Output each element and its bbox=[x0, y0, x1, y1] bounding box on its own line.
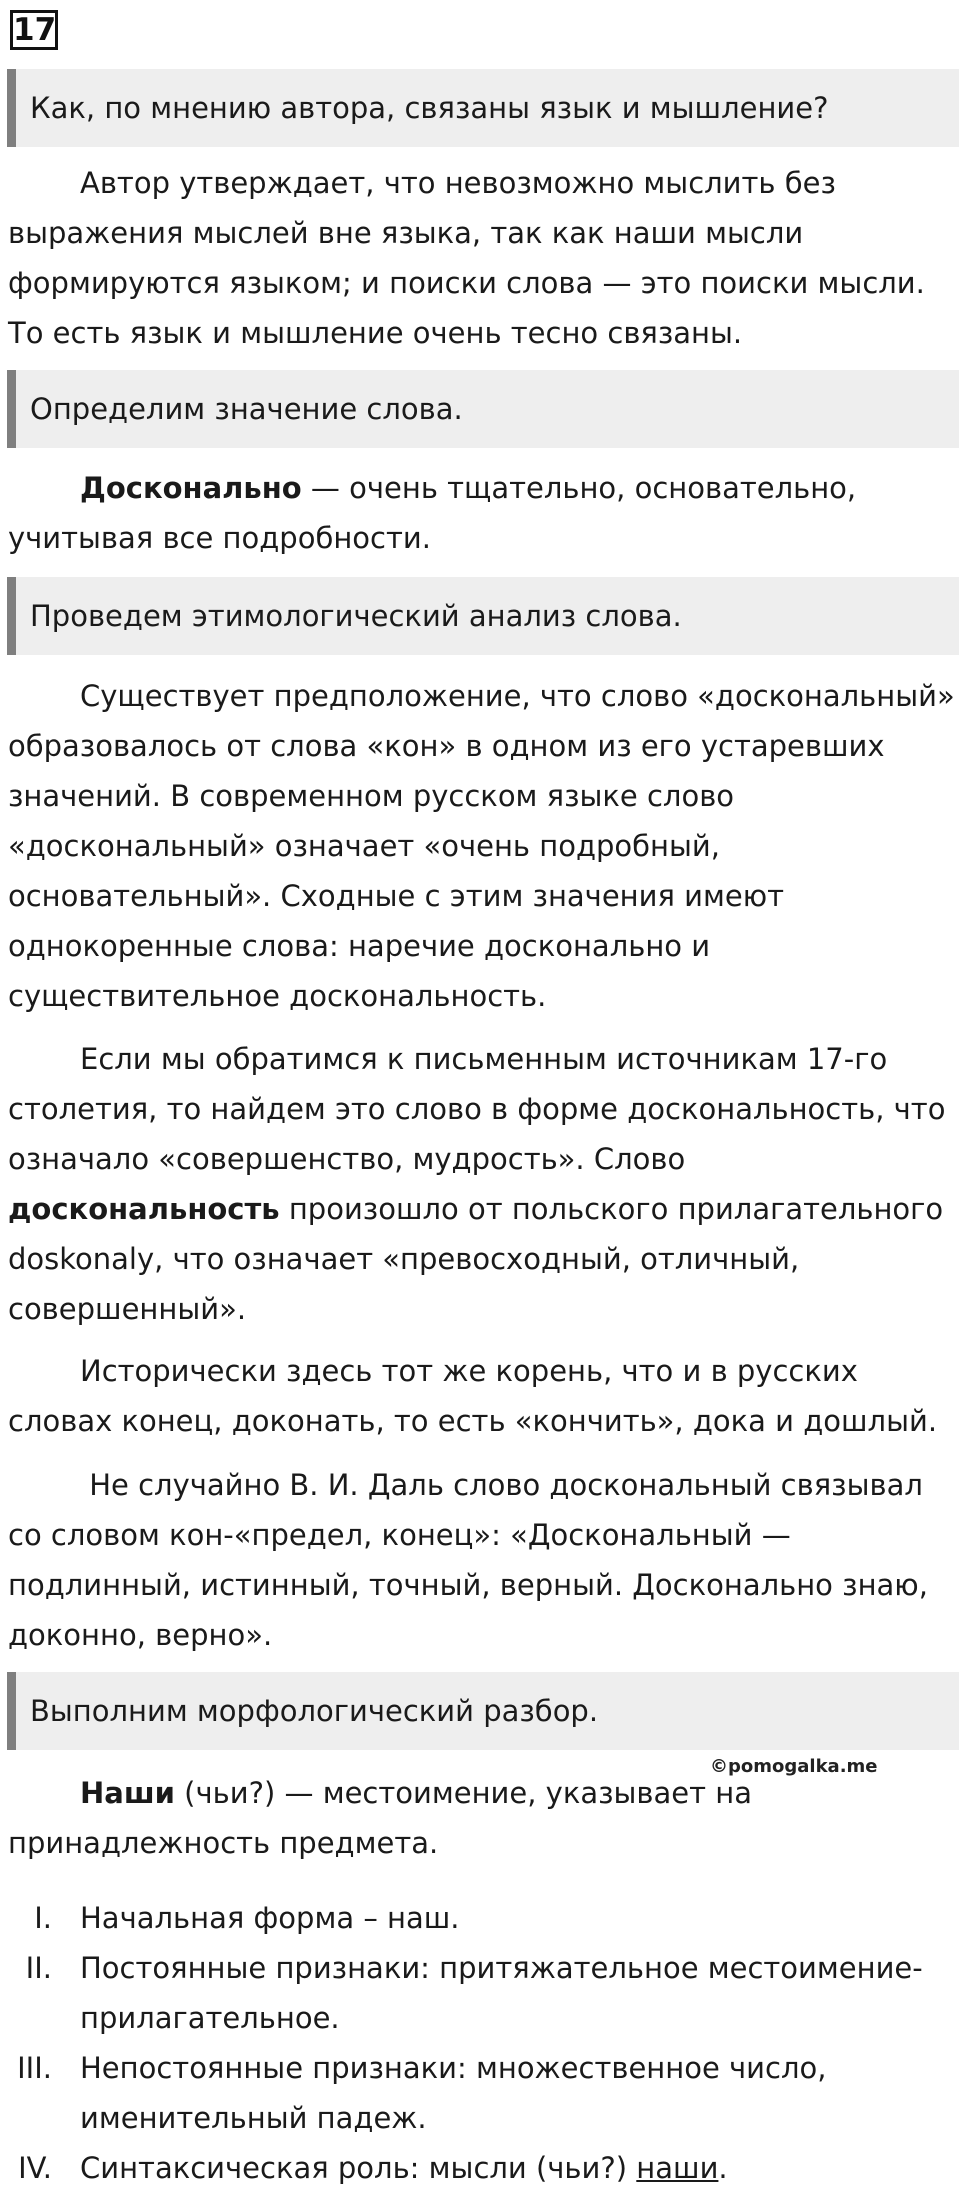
etymology-paragraph-4 bbox=[8, 1460, 958, 1660]
etymology-text-1: Существует предположение, что слово «доскональный» образовалось от слова «кон» в одном из его устаревших значений. В современном русском языке слово «доскональный» означает «очень подробный, основательный». Сходные с этим значения имеют однокоренные слова: наречие досконально и существительное доскональность. bbox=[8, 679, 955, 1013]
answer-paragraph-1 bbox=[8, 158, 958, 358]
list-number: II. bbox=[25, 1951, 52, 1985]
list-number: IV. bbox=[18, 2151, 52, 2185]
definition-paragraph bbox=[8, 463, 958, 563]
list-item bbox=[0, 2143, 960, 2193]
list-text: Непостоянные признаки: множественное число, именительный падеж. bbox=[80, 2051, 827, 2135]
question-heading-2: Определим значение слова. bbox=[7, 370, 959, 448]
definition-text: — очень тщательно, основательно, учитывая все подробности. bbox=[8, 471, 857, 555]
list-text-end: . bbox=[718, 2151, 728, 2185]
question-heading-4: Выполним морфологический разбор. bbox=[7, 1672, 959, 1750]
morph-intro-text: (чьи?) — местоимение, указывает на принадлежность предмета. bbox=[8, 1776, 752, 1860]
list-number: III. bbox=[17, 2051, 52, 2085]
etymology-text-4: Не случайно В. И. Даль слово доскональный связывал со словом кон-«предел, конец»: «Доскональный — подлинный, истинный, точный, верный. Досконально знаю, доконно, верно». bbox=[8, 1468, 928, 1652]
definition-term: Досконально bbox=[80, 471, 302, 505]
etymology-text-2-end: произошло от польского прилагательного doskonaly, что означает «превосходный, отличный, совершенный». bbox=[8, 1192, 944, 1326]
list-number: I. bbox=[34, 1901, 52, 1935]
list-item bbox=[0, 1943, 960, 2043]
list-text: Постоянные признаки: притяжательное местоимение-прилагательное. bbox=[80, 1951, 923, 2035]
watermark: ©pomogalka.me bbox=[710, 1756, 878, 1777]
etymology-text-3: Исторически здесь тот же корень, что и в русских словах конец, доконать, то есть «кончить», дока и дошлый. bbox=[8, 1354, 938, 1438]
list-item bbox=[0, 1893, 960, 1943]
underlined-word: наши bbox=[636, 2151, 719, 2185]
task-number-badge: 17 bbox=[10, 10, 58, 50]
etymology-paragraph-3 bbox=[8, 1346, 958, 1446]
morph-list bbox=[0, 1893, 960, 2193]
etymology-term: доскональность bbox=[8, 1192, 280, 1226]
morph-term: Наши bbox=[80, 1776, 175, 1810]
answer-text-1: Автор утверждает, что невозможно мыслить без выражения мыслей вне языка, так как наши мысли формируются языком; и поиски слова — это поиски мысли. То есть язык и мышление очень тесно связаны. bbox=[8, 166, 925, 350]
list-text: Синтаксическая роль: мысли (чьи?) bbox=[80, 2151, 637, 2185]
etymology-paragraph-2 bbox=[8, 1034, 958, 1334]
morph-intro-paragraph bbox=[8, 1768, 958, 1868]
etymology-paragraph-1 bbox=[8, 671, 958, 1021]
etymology-text-2-start: Если мы обратимся к письменным источникам 17-го столетия, то найдем это слово в форме доскональность, что означало «совершенство, мудрость». Слово bbox=[8, 1042, 946, 1176]
question-heading-3: Проведем этимологический анализ слова. bbox=[7, 577, 959, 655]
list-text: Начальная форма – наш. bbox=[80, 1901, 460, 1935]
list-item bbox=[0, 2043, 960, 2143]
question-heading-1: Как, по мнению автора, связаны язык и мышление? bbox=[7, 69, 959, 147]
